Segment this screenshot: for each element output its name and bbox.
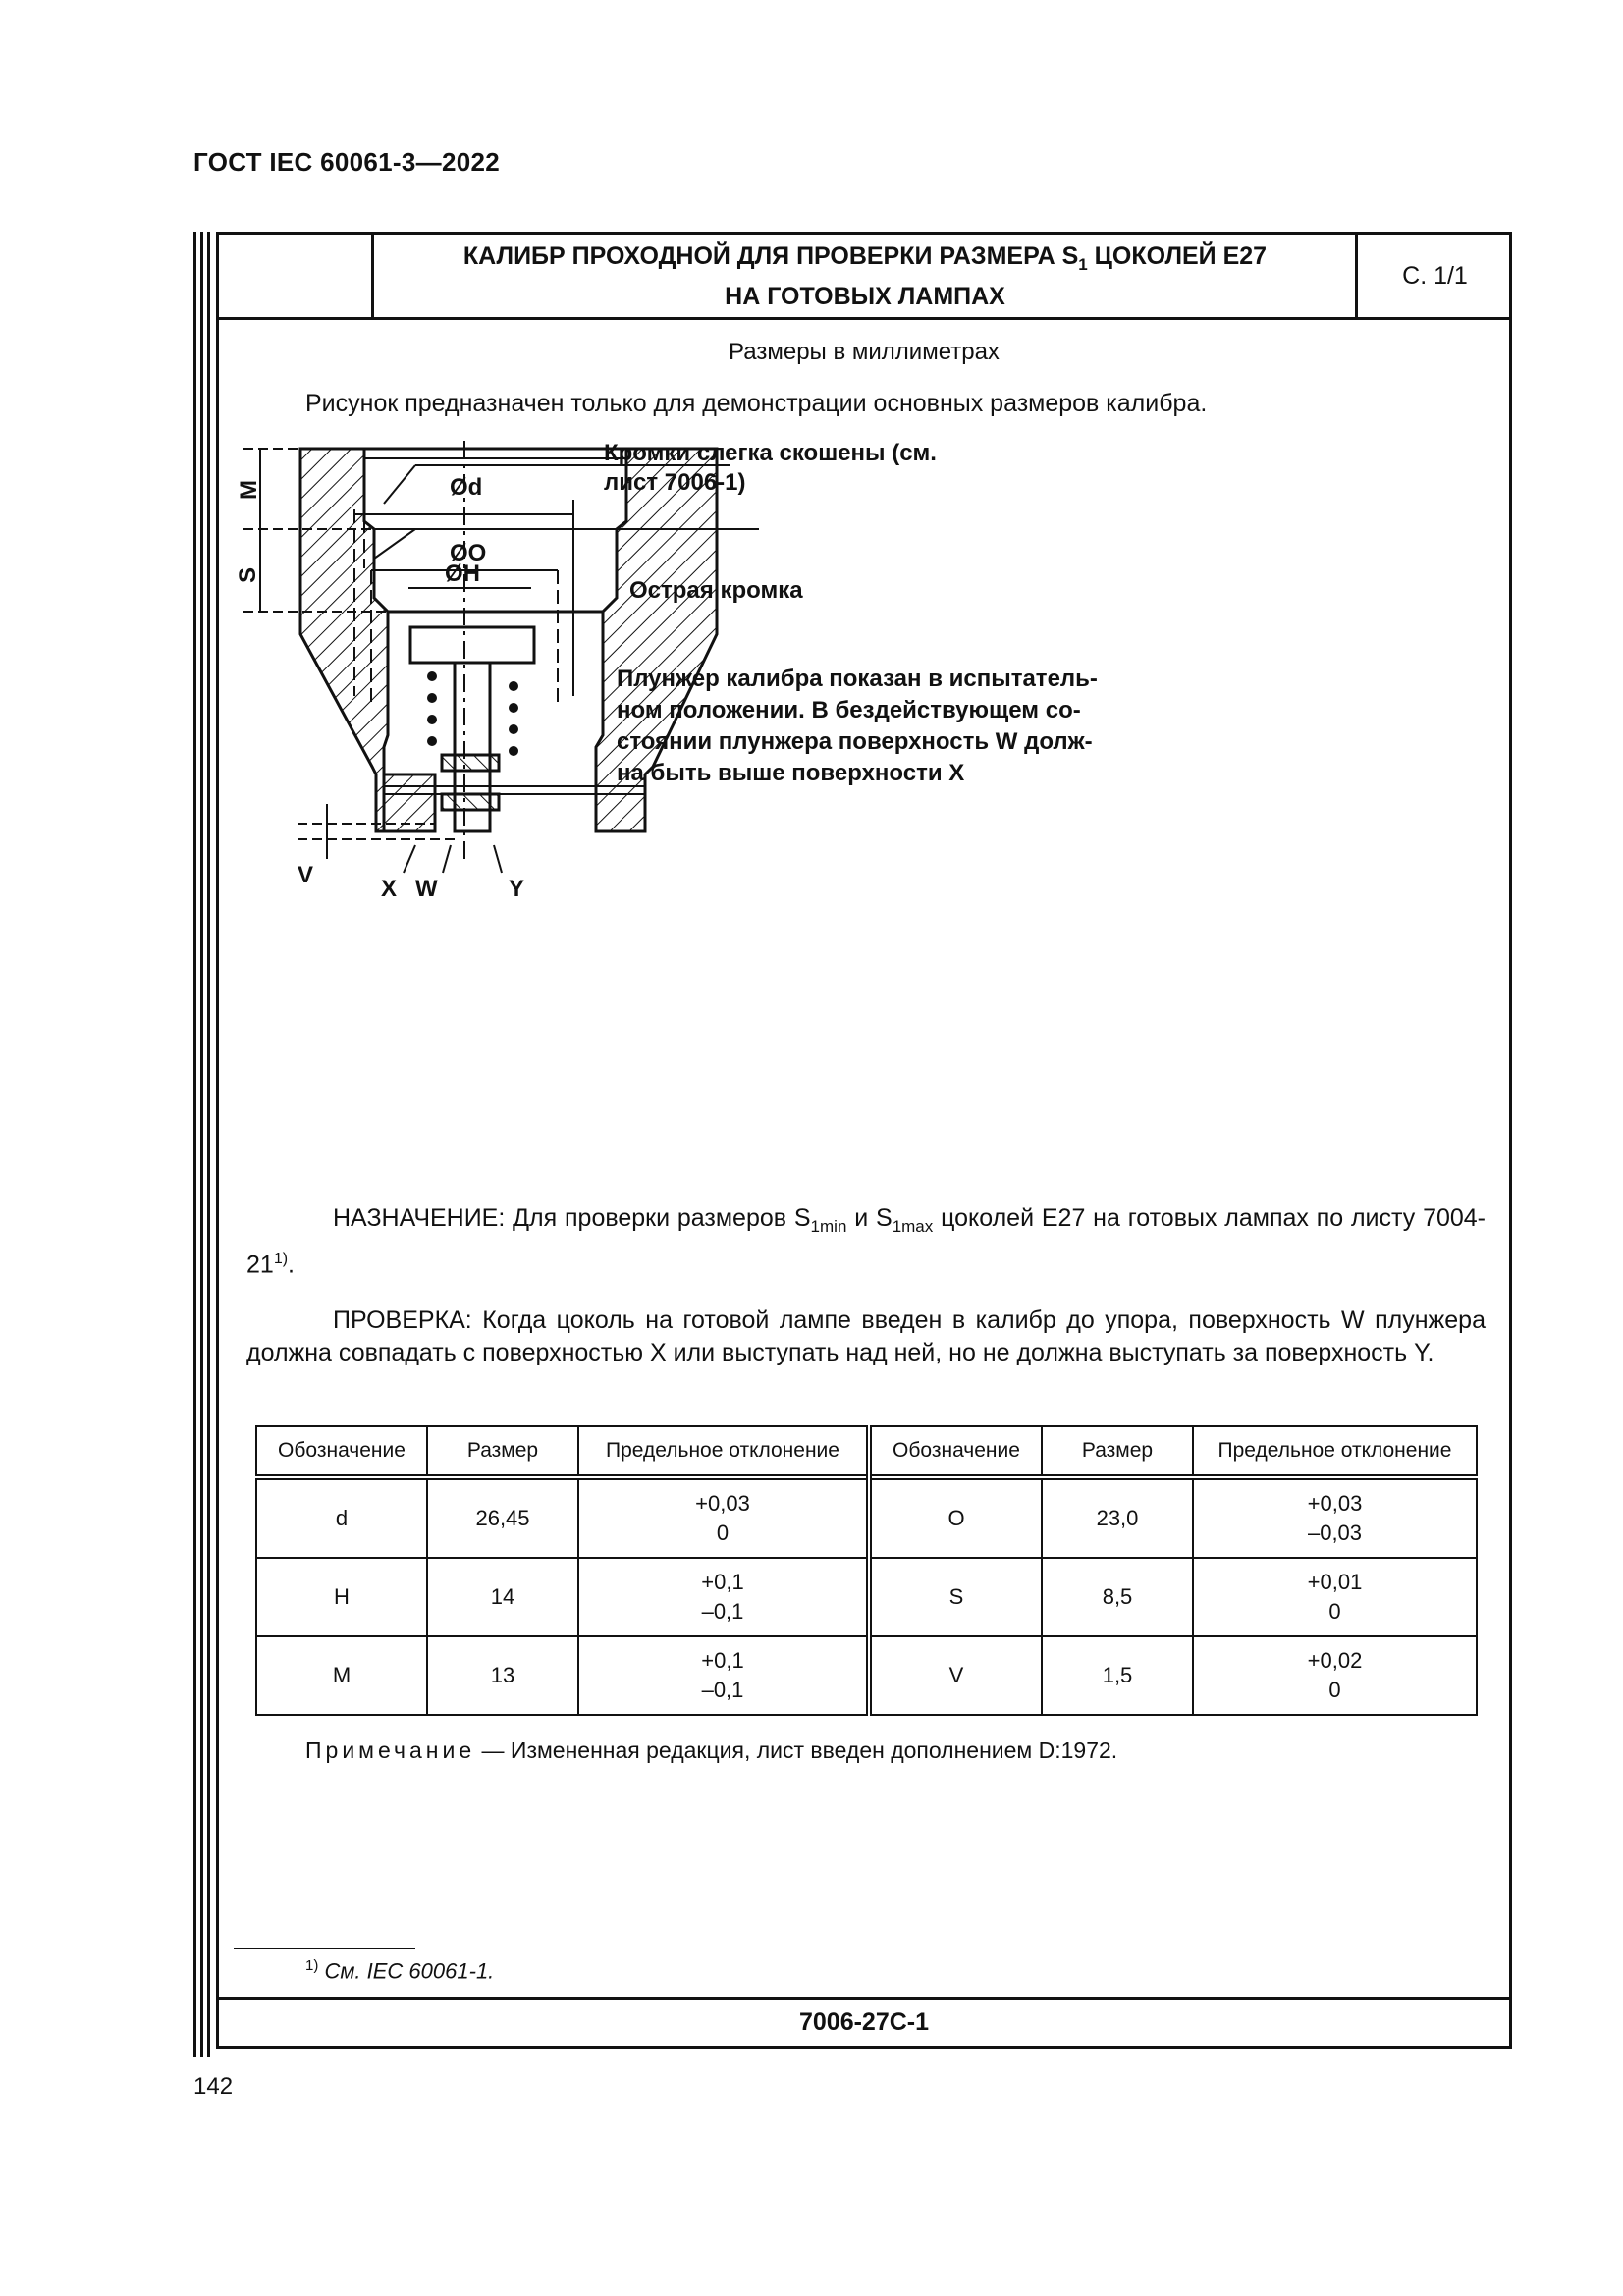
footnote-rule: [234, 1948, 415, 1949]
body-left-section: [300, 449, 388, 831]
callout-edges-line2: лист 7006-1): [604, 469, 746, 496]
label-w: W: [415, 876, 438, 902]
purpose-paragraph: НАЗНАЧЕНИЕ: Для проверки размеров $S_{1min}$ и $S_{1max}$ цоколей Е27 на готовых лампах по листу 7004-21$^{1)}$.: [246, 1204, 1487, 1279]
callout-plunger-line2: ном положении. В бездействующем со-: [617, 697, 1081, 723]
note: Примечание — Измененная редакция, лист введен дополнением D:1972.: [305, 1737, 1118, 1763]
callout-edges-line1: Кромки слегка скошены (см.: [604, 440, 937, 466]
sheet-frame: [216, 232, 1512, 2049]
gauge-drawing: [219, 235, 1103, 1177]
check-paragraph: ПРОВЕРКА: Когда цоколь на готовой лампе введен в калибр до упора, поверхность W плунжера должна совпадать с поверхностью X или выступать над ней, но не должна выступать за поверхность Y.: [246, 1307, 1486, 1366]
binding-bar: [200, 232, 203, 2057]
binding-bar: [207, 232, 210, 2057]
footnote: $^{1)}$ См. IEC 60061-1.: [305, 1957, 495, 1984]
table-header-row: [256, 1426, 1477, 1477]
sheet-number: С. 1/1: [1355, 235, 1512, 317]
callout-plunger-line3: стоянии плунжера поверхность W долж-: [617, 728, 1093, 755]
page-number: 142: [193, 2073, 234, 2100]
col-size: Размер: [427, 1426, 578, 1477]
standard-code: ГОСТ IEC 60061-3—2022: [193, 147, 500, 177]
plunger-head: [410, 627, 534, 663]
dimensions-table: [255, 1425, 1478, 1716]
label-s: S: [235, 566, 261, 583]
label-x: X: [381, 876, 398, 902]
label-y: Y: [509, 876, 525, 902]
col-tolerance: Предельное отклонение: [578, 1426, 869, 1477]
label-o: ØO: [450, 540, 487, 566]
binding-bar: [193, 232, 196, 2057]
table-row: d 26,45 +0,03 0 O 23,0 +0,03 –0,03: [256, 1477, 1477, 1558]
label-h: ØH: [445, 561, 480, 587]
pin-hatched: [442, 794, 499, 810]
label-d: Ød: [450, 474, 483, 501]
table-row: H 14 +0,1 –0,1 S 8,5 +0,01 0: [256, 1558, 1477, 1636]
table-row: M 13 +0,1 –0,1 V 1,5 +0,02 0: [256, 1636, 1477, 1715]
sheet-title: КАЛИБР ПРОХОДНОЙ ДЛЯ ПРОВЕРКИ РАЗМЕРА $S_1$ ЦОКОЛЕЙ Е27 НА ГОТОВЫХ ЛАМПАХ: [462, 241, 1268, 310]
callout-plunger-line1: Плунжер калибра показан в испытатель-: [617, 666, 1098, 692]
sheet-code: 7006-27C-1: [798, 2008, 930, 2036]
col-size: Размер: [1042, 1426, 1193, 1477]
pin-hatched: [442, 755, 499, 771]
callout-sharp-edge: Острая кромка: [629, 577, 803, 604]
units-note: Размеры в миллиметрах: [729, 339, 1000, 365]
col-symbol: Обозначение: [869, 1426, 1042, 1477]
col-tolerance: Предельное отклонение: [1193, 1426, 1477, 1477]
col-symbol: Обозначение: [256, 1426, 427, 1477]
intro-text: Рисунок предназначен только для демонстрации основных размеров калибра.: [305, 390, 1208, 417]
callout-plunger-line4: на быть выше поверхности X: [617, 760, 965, 786]
label-m: M: [236, 480, 262, 500]
label-v: V: [298, 862, 314, 888]
